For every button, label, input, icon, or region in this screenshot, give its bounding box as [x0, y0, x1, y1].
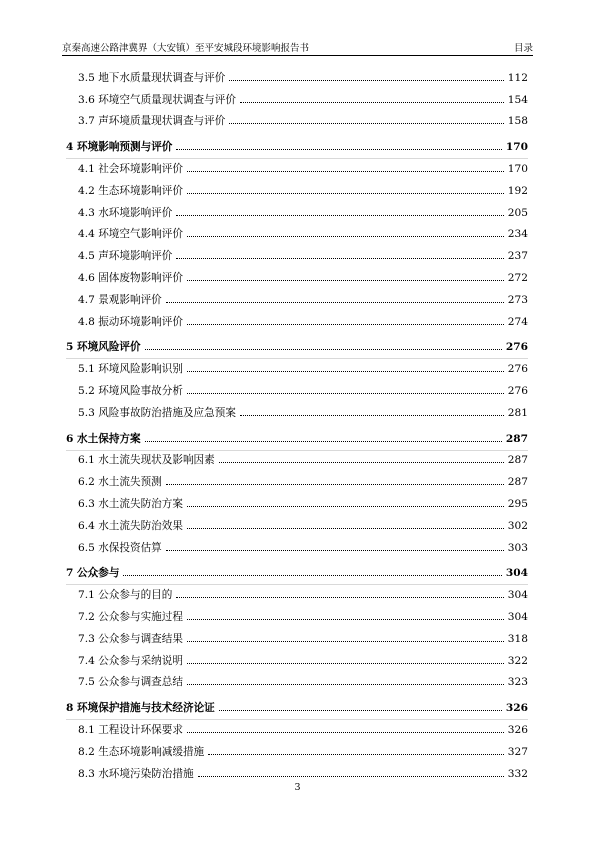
- toc-entry-title: 7.5 公众参与调查总结: [78, 676, 183, 689]
- table-of-contents: [66, 68, 528, 786]
- toc-section-entry[interactable]: [66, 203, 528, 225]
- toc-entry-page: 237: [507, 250, 528, 263]
- toc-entry-page: 273: [507, 293, 528, 306]
- toc-entry-title: 8.2 生态环境影响减缓措施: [78, 745, 205, 758]
- toc-dot-leader: [187, 506, 504, 507]
- toc-entry-page: 304: [507, 610, 528, 623]
- toc-entry-title: 4 环境影响预测与评价: [66, 141, 173, 154]
- toc-dot-leader: [176, 597, 503, 598]
- toc-dot-leader: [208, 754, 504, 755]
- toc-dot-leader: [187, 193, 504, 194]
- toc-dot-leader: [219, 710, 502, 711]
- toc-section-entry[interactable]: [66, 494, 528, 516]
- toc-section-entry[interactable]: [66, 359, 528, 381]
- toc-chapter-entry[interactable]: [66, 133, 528, 159]
- toc-entry-title: 7.1 公众参与的目的: [78, 589, 173, 602]
- toc-dot-leader: [198, 776, 504, 777]
- toc-dot-leader: [123, 575, 501, 576]
- toc-dot-leader: [166, 484, 504, 485]
- toc-entry-title: 6 水土保持方案: [66, 432, 141, 445]
- toc-dot-leader: [176, 215, 503, 216]
- toc-section-entry[interactable]: [66, 403, 528, 425]
- toc-section-entry[interactable]: [66, 246, 528, 268]
- toc-dot-leader: [187, 324, 504, 325]
- toc-entry-page: 112: [507, 71, 528, 84]
- toc-dot-leader: [145, 349, 502, 350]
- toc-entry-page: 303: [507, 541, 528, 554]
- toc-section-entry[interactable]: [66, 651, 528, 673]
- toc-entry-page: 322: [507, 654, 528, 667]
- toc-entry-title: 6.4 水土流失防治效果: [78, 519, 183, 532]
- toc-section-entry[interactable]: [66, 673, 528, 695]
- toc-entry-page: 158: [507, 115, 528, 128]
- toc-dot-leader: [229, 80, 503, 81]
- toc-section-entry[interactable]: [66, 290, 528, 312]
- toc-section-entry[interactable]: [66, 742, 528, 764]
- toc-dot-leader: [187, 236, 504, 237]
- toc-entry-title: 7.2 公众参与实施过程: [78, 610, 183, 623]
- toc-chapter-entry[interactable]: [66, 694, 528, 720]
- toc-dot-leader: [187, 663, 504, 664]
- toc-entry-page: 276: [507, 384, 528, 397]
- toc-chapter-entry[interactable]: [66, 560, 528, 586]
- toc-entry-title: 4.2 生态环境影响评价: [78, 184, 183, 197]
- toc-entry-title: 3.6 环境空气质量现状调查与评价: [78, 93, 236, 106]
- toc-section-entry[interactable]: [66, 607, 528, 629]
- toc-entry-page: 326: [505, 702, 528, 715]
- toc-entry-title: 4.3 水环境影响评价: [78, 206, 173, 219]
- toc-entry-page: 154: [507, 93, 528, 106]
- toc-dot-leader: [187, 732, 504, 733]
- toc-entry-title: 4.6 固体废物影响评价: [78, 271, 183, 284]
- toc-entry-page: 326: [507, 723, 528, 736]
- toc-dot-leader: [145, 441, 502, 442]
- toc-dot-leader: [240, 415, 504, 416]
- toc-entry-title: 3.5 地下水质量现状调查与评价: [78, 71, 226, 84]
- toc-entry-title: 8.1 工程设计环保要求: [78, 723, 183, 736]
- toc-entry-title: 4.4 环境空气影响评价: [78, 228, 183, 241]
- toc-section-entry[interactable]: [66, 68, 528, 90]
- toc-section-entry[interactable]: [66, 268, 528, 290]
- toc-entry-page: 276: [505, 341, 528, 354]
- toc-entry-title: 4.7 景观影响评价: [78, 293, 162, 306]
- toc-entry-title: 6.5 水保投资估算: [78, 541, 162, 554]
- toc-section-entry[interactable]: [66, 381, 528, 403]
- toc-dot-leader: [166, 302, 504, 303]
- toc-entry-page: 287: [507, 476, 528, 489]
- toc-section-entry[interactable]: [66, 629, 528, 651]
- toc-entry-title: 4.8 振动环境影响评价: [78, 315, 183, 328]
- toc-entry-page: 304: [505, 567, 528, 580]
- toc-entry-page: 192: [507, 184, 528, 197]
- toc-entry-page: 295: [507, 497, 528, 510]
- page-header: [62, 36, 533, 52]
- toc-dot-leader: [187, 619, 504, 620]
- toc-chapter-entry[interactable]: [66, 425, 528, 451]
- toc-dot-leader: [219, 462, 504, 463]
- toc-entry-page: 274: [507, 315, 528, 328]
- toc-section-entry[interactable]: [66, 516, 528, 538]
- toc-section-entry[interactable]: [66, 159, 528, 181]
- toc-dot-leader: [187, 528, 504, 529]
- toc-entry-title: 6.1 水土流失现状及影响因素: [78, 454, 215, 467]
- toc-entry-page: 332: [507, 767, 528, 780]
- toc-entry-page: 287: [505, 432, 528, 445]
- toc-dot-leader: [187, 641, 504, 642]
- toc-section-entry[interactable]: [66, 112, 528, 134]
- toc-chapter-entry[interactable]: [66, 334, 528, 360]
- page-number: 3: [294, 782, 301, 793]
- toc-entry-title: 6.3 水土流失防治方案: [78, 497, 183, 510]
- header-rule: [62, 55, 533, 56]
- toc-dot-leader: [187, 280, 504, 281]
- toc-entry-title: 7 公众参与: [66, 567, 120, 580]
- toc-entry-page: 205: [507, 206, 528, 219]
- toc-dot-leader: [176, 149, 501, 150]
- toc-entry-page: 234: [507, 228, 528, 241]
- toc-section-entry[interactable]: [66, 225, 528, 247]
- toc-entry-title: 5.1 环境风险影响识别: [78, 363, 183, 376]
- toc-entry-title: 3.7 声环境质量现状调查与评价: [78, 115, 226, 128]
- toc-section-entry[interactable]: [66, 472, 528, 494]
- toc-entry-title: 5.2 环境风险事故分析: [78, 384, 183, 397]
- toc-dot-leader: [240, 102, 504, 103]
- toc-section-entry[interactable]: [66, 181, 528, 203]
- toc-dot-leader: [187, 393, 504, 394]
- toc-entry-title: 8.3 水环境污染防治措施: [78, 767, 194, 780]
- toc-dot-leader: [187, 171, 504, 172]
- toc-entry-title: 7.4 公众参与采纳说明: [78, 654, 183, 667]
- toc-entry-page: 304: [507, 589, 528, 602]
- toc-entry-page: 323: [507, 676, 528, 689]
- toc-entry-title: 4.5 声环境影响评价: [78, 250, 173, 263]
- toc-entry-title: 5.3 风险事故防治措施及应急预案: [78, 406, 236, 419]
- toc-entry-page: 287: [507, 454, 528, 467]
- toc-dot-leader: [176, 258, 503, 259]
- toc-entry-page: 327: [507, 745, 528, 758]
- toc-section-entry[interactable]: [66, 312, 528, 334]
- toc-dot-leader: [187, 371, 504, 372]
- toc-entry-page: 170: [507, 162, 528, 175]
- document-title: 京秦高速公路津冀界（大安镇）至平安城段环境影响报告书: [62, 43, 310, 54]
- toc-entry-title: 6.2 水土流失预测: [78, 476, 162, 489]
- toc-entry-page: 170: [505, 141, 528, 154]
- toc-dot-leader: [187, 684, 504, 685]
- toc-section-entry[interactable]: [66, 90, 528, 112]
- toc-dot-leader: [229, 123, 503, 124]
- toc-section-entry[interactable]: [66, 451, 528, 473]
- section-label: 目录: [513, 43, 533, 54]
- toc-entry-title: 8 环境保护措施与技术经济论证: [66, 702, 215, 715]
- toc-section-entry[interactable]: [66, 585, 528, 607]
- toc-entry-page: 272: [507, 271, 528, 284]
- toc-entry-page: 281: [507, 406, 528, 419]
- toc-entry-title: 4.1 社会环境影响评价: [78, 162, 183, 175]
- toc-section-entry[interactable]: [66, 720, 528, 742]
- toc-entry-page: 276: [507, 363, 528, 376]
- toc-entry-title: 5 环境风险评价: [66, 341, 141, 354]
- toc-section-entry[interactable]: [66, 538, 528, 560]
- toc-entry-page: 318: [507, 632, 528, 645]
- toc-entry-page: 302: [507, 519, 528, 532]
- toc-dot-leader: [166, 550, 504, 551]
- toc-entry-title: 7.3 公众参与调查结果: [78, 632, 183, 645]
